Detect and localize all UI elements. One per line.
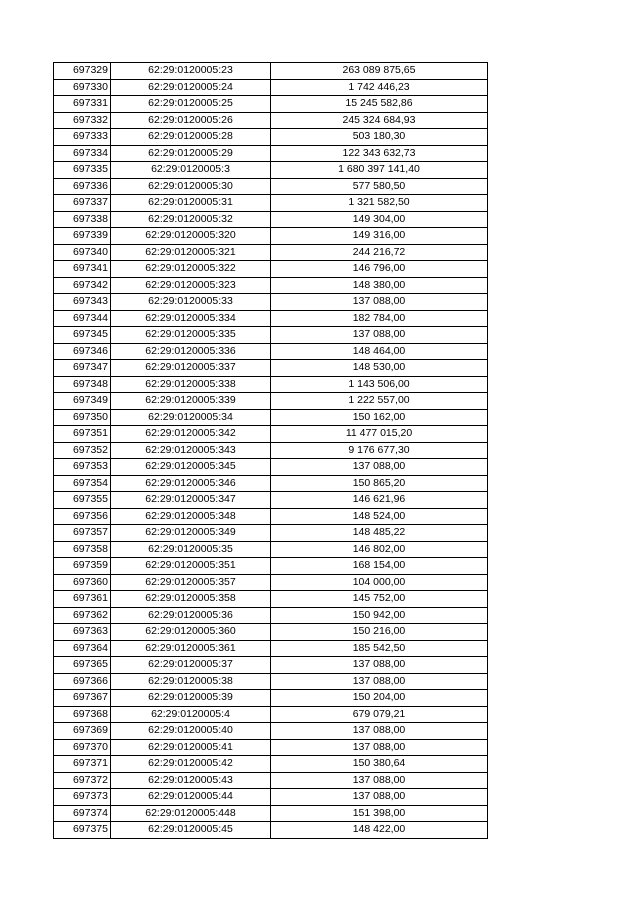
table-row (54, 162, 488, 179)
value-cell: 137 088,00 (271, 772, 488, 789)
row-id-cell: 697345 (54, 327, 111, 344)
table-body (54, 63, 488, 839)
cadastral-number-cell: 62:29:0120005:33 (111, 294, 271, 311)
value-cell: 263 089 875,65 (271, 63, 488, 80)
value-cell: 11 477 015,20 (271, 426, 488, 443)
row-id-cell: 697372 (54, 772, 111, 789)
data-table (53, 62, 488, 839)
row-id-cell: 697343 (54, 294, 111, 311)
cadastral-number-cell: 62:29:0120005:321 (111, 244, 271, 261)
value-cell: 168 154,00 (271, 558, 488, 575)
row-id-cell: 697371 (54, 756, 111, 773)
row-id-cell: 697367 (54, 690, 111, 707)
table-row (54, 96, 488, 113)
table-row (54, 228, 488, 245)
value-cell: 149 316,00 (271, 228, 488, 245)
value-cell: 146 796,00 (271, 261, 488, 278)
cadastral-number-cell: 62:29:0120005:349 (111, 525, 271, 542)
cadastral-number-cell: 62:29:0120005:32 (111, 211, 271, 228)
cadastral-number-cell: 62:29:0120005:41 (111, 739, 271, 756)
value-cell: 148 422,00 (271, 822, 488, 839)
table-row (54, 459, 488, 476)
table-row (54, 690, 488, 707)
row-id-cell: 697330 (54, 79, 111, 96)
value-cell: 150 216,00 (271, 624, 488, 641)
table-row (54, 739, 488, 756)
table-row (54, 541, 488, 558)
cadastral-number-cell: 62:29:0120005:334 (111, 310, 271, 327)
cadastral-number-cell: 62:29:0120005:320 (111, 228, 271, 245)
cadastral-number-cell: 62:29:0120005:37 (111, 657, 271, 674)
cadastral-number-cell: 62:29:0120005:44 (111, 789, 271, 806)
row-id-cell: 697363 (54, 624, 111, 641)
cadastral-number-cell: 62:29:0120005:323 (111, 277, 271, 294)
value-cell: 185 542,50 (271, 640, 488, 657)
row-id-cell: 697354 (54, 475, 111, 492)
value-cell: 1 222 557,00 (271, 393, 488, 410)
table-row (54, 426, 488, 443)
value-cell: 9 176 677,30 (271, 442, 488, 459)
row-id-cell: 697334 (54, 145, 111, 162)
table-row (54, 393, 488, 410)
table-row (54, 723, 488, 740)
value-cell: 137 088,00 (271, 789, 488, 806)
row-id-cell: 697359 (54, 558, 111, 575)
row-id-cell: 697329 (54, 63, 111, 80)
cadastral-number-cell: 62:29:0120005:4 (111, 706, 271, 723)
row-id-cell: 697364 (54, 640, 111, 657)
row-id-cell: 697374 (54, 805, 111, 822)
cadastral-number-cell: 62:29:0120005:347 (111, 492, 271, 509)
table-row (54, 591, 488, 608)
cadastral-number-cell: 62:29:0120005:358 (111, 591, 271, 608)
cadastral-number-cell: 62:29:0120005:3 (111, 162, 271, 179)
row-id-cell: 697332 (54, 112, 111, 129)
value-cell: 137 088,00 (271, 657, 488, 674)
value-cell: 679 079,21 (271, 706, 488, 723)
table-row (54, 376, 488, 393)
row-id-cell: 697339 (54, 228, 111, 245)
value-cell: 150 380,64 (271, 756, 488, 773)
row-id-cell: 697348 (54, 376, 111, 393)
value-cell: 148 485,22 (271, 525, 488, 542)
row-id-cell: 697351 (54, 426, 111, 443)
value-cell: 104 000,00 (271, 574, 488, 591)
row-id-cell: 697362 (54, 607, 111, 624)
cadastral-number-cell: 62:29:0120005:346 (111, 475, 271, 492)
cadastral-number-cell: 62:29:0120005:357 (111, 574, 271, 591)
value-cell: 137 088,00 (271, 739, 488, 756)
value-cell: 151 398,00 (271, 805, 488, 822)
value-cell: 1 742 446,23 (271, 79, 488, 96)
cadastral-number-cell: 62:29:0120005:339 (111, 393, 271, 410)
cadastral-number-cell: 62:29:0120005:335 (111, 327, 271, 344)
cadastral-number-cell: 62:29:0120005:42 (111, 756, 271, 773)
row-id-cell: 697355 (54, 492, 111, 509)
row-id-cell: 697357 (54, 525, 111, 542)
cadastral-number-cell: 62:29:0120005:338 (111, 376, 271, 393)
table-row (54, 756, 488, 773)
value-cell: 137 088,00 (271, 673, 488, 690)
table-row (54, 822, 488, 839)
row-id-cell: 697347 (54, 360, 111, 377)
value-cell: 148 464,00 (271, 343, 488, 360)
table-row (54, 195, 488, 212)
value-cell: 15 245 582,86 (271, 96, 488, 113)
table-row (54, 805, 488, 822)
value-cell: 148 524,00 (271, 508, 488, 525)
cadastral-number-cell: 62:29:0120005:348 (111, 508, 271, 525)
cadastral-number-cell: 62:29:0120005:448 (111, 805, 271, 822)
row-id-cell: 697350 (54, 409, 111, 426)
value-cell: 137 088,00 (271, 294, 488, 311)
table-row (54, 574, 488, 591)
value-cell: 1 321 582,50 (271, 195, 488, 212)
value-cell: 149 304,00 (271, 211, 488, 228)
cadastral-number-cell: 62:29:0120005:28 (111, 129, 271, 146)
value-cell: 1 143 506,00 (271, 376, 488, 393)
table-row (54, 624, 488, 641)
table-row (54, 63, 488, 80)
cadastral-number-cell: 62:29:0120005:322 (111, 261, 271, 278)
row-id-cell: 697342 (54, 277, 111, 294)
cadastral-number-cell: 62:29:0120005:39 (111, 690, 271, 707)
cadastral-number-cell: 62:29:0120005:337 (111, 360, 271, 377)
value-cell: 150 942,00 (271, 607, 488, 624)
table-row (54, 360, 488, 377)
value-cell: 150 865,20 (271, 475, 488, 492)
row-id-cell: 697335 (54, 162, 111, 179)
row-id-cell: 697331 (54, 96, 111, 113)
row-id-cell: 697373 (54, 789, 111, 806)
value-cell: 503 180,30 (271, 129, 488, 146)
table-row (54, 112, 488, 129)
table-row (54, 558, 488, 575)
row-id-cell: 697366 (54, 673, 111, 690)
value-cell: 145 752,00 (271, 591, 488, 608)
table-row (54, 343, 488, 360)
value-cell: 148 530,00 (271, 360, 488, 377)
table-row (54, 211, 488, 228)
table-row (54, 310, 488, 327)
cadastral-number-cell: 62:29:0120005:345 (111, 459, 271, 476)
cadastral-number-cell: 62:29:0120005:25 (111, 96, 271, 113)
row-id-cell: 697358 (54, 541, 111, 558)
cadastral-number-cell: 62:29:0120005:26 (111, 112, 271, 129)
table-row (54, 673, 488, 690)
row-id-cell: 697356 (54, 508, 111, 525)
table-row (54, 294, 488, 311)
cadastral-number-cell: 62:29:0120005:29 (111, 145, 271, 162)
row-id-cell: 697369 (54, 723, 111, 740)
table-row (54, 261, 488, 278)
value-cell: 146 802,00 (271, 541, 488, 558)
value-cell: 244 216,72 (271, 244, 488, 261)
row-id-cell: 697365 (54, 657, 111, 674)
table-row (54, 409, 488, 426)
value-cell: 150 162,00 (271, 409, 488, 426)
value-cell: 150 204,00 (271, 690, 488, 707)
value-cell: 146 621,96 (271, 492, 488, 509)
value-cell: 137 088,00 (271, 459, 488, 476)
table-row (54, 475, 488, 492)
cadastral-number-cell: 62:29:0120005:35 (111, 541, 271, 558)
table-row (54, 79, 488, 96)
cadastral-number-cell: 62:29:0120005:43 (111, 772, 271, 789)
row-id-cell: 697336 (54, 178, 111, 195)
value-cell: 122 343 632,73 (271, 145, 488, 162)
row-id-cell: 697370 (54, 739, 111, 756)
cadastral-number-cell: 62:29:0120005:336 (111, 343, 271, 360)
row-id-cell: 697340 (54, 244, 111, 261)
table-row (54, 508, 488, 525)
row-id-cell: 697344 (54, 310, 111, 327)
row-id-cell: 697361 (54, 591, 111, 608)
value-cell: 148 380,00 (271, 277, 488, 294)
cadastral-number-cell: 62:29:0120005:34 (111, 409, 271, 426)
cadastral-number-cell: 62:29:0120005:23 (111, 63, 271, 80)
row-id-cell: 697368 (54, 706, 111, 723)
table-row (54, 657, 488, 674)
row-id-cell: 697337 (54, 195, 111, 212)
row-id-cell: 697360 (54, 574, 111, 591)
value-cell: 137 088,00 (271, 327, 488, 344)
cadastral-number-cell: 62:29:0120005:45 (111, 822, 271, 839)
row-id-cell: 697333 (54, 129, 111, 146)
table-row (54, 525, 488, 542)
table-row (54, 706, 488, 723)
table-row (54, 244, 488, 261)
cadastral-number-cell: 62:29:0120005:36 (111, 607, 271, 624)
table-row (54, 442, 488, 459)
value-cell: 1 680 397 141,40 (271, 162, 488, 179)
value-cell: 245 324 684,93 (271, 112, 488, 129)
cadastral-number-cell: 62:29:0120005:343 (111, 442, 271, 459)
table-row (54, 789, 488, 806)
table-row (54, 145, 488, 162)
cadastral-number-cell: 62:29:0120005:38 (111, 673, 271, 690)
cadastral-number-cell: 62:29:0120005:30 (111, 178, 271, 195)
table-row (54, 772, 488, 789)
cadastral-number-cell: 62:29:0120005:360 (111, 624, 271, 641)
table-row (54, 607, 488, 624)
table-row (54, 640, 488, 657)
cadastral-number-cell: 62:29:0120005:24 (111, 79, 271, 96)
table-row (54, 277, 488, 294)
cadastral-number-cell: 62:29:0120005:31 (111, 195, 271, 212)
cadastral-number-cell: 62:29:0120005:342 (111, 426, 271, 443)
value-cell: 137 088,00 (271, 723, 488, 740)
row-id-cell: 697346 (54, 343, 111, 360)
value-cell: 577 580,50 (271, 178, 488, 195)
row-id-cell: 697375 (54, 822, 111, 839)
value-cell: 182 784,00 (271, 310, 488, 327)
row-id-cell: 697349 (54, 393, 111, 410)
table-row (54, 178, 488, 195)
row-id-cell: 697341 (54, 261, 111, 278)
table-row (54, 492, 488, 509)
row-id-cell: 697338 (54, 211, 111, 228)
cadastral-number-cell: 62:29:0120005:40 (111, 723, 271, 740)
cadastral-number-cell: 62:29:0120005:361 (111, 640, 271, 657)
row-id-cell: 697353 (54, 459, 111, 476)
row-id-cell: 697352 (54, 442, 111, 459)
table-row (54, 129, 488, 146)
table-row (54, 327, 488, 344)
cadastral-number-cell: 62:29:0120005:351 (111, 558, 271, 575)
